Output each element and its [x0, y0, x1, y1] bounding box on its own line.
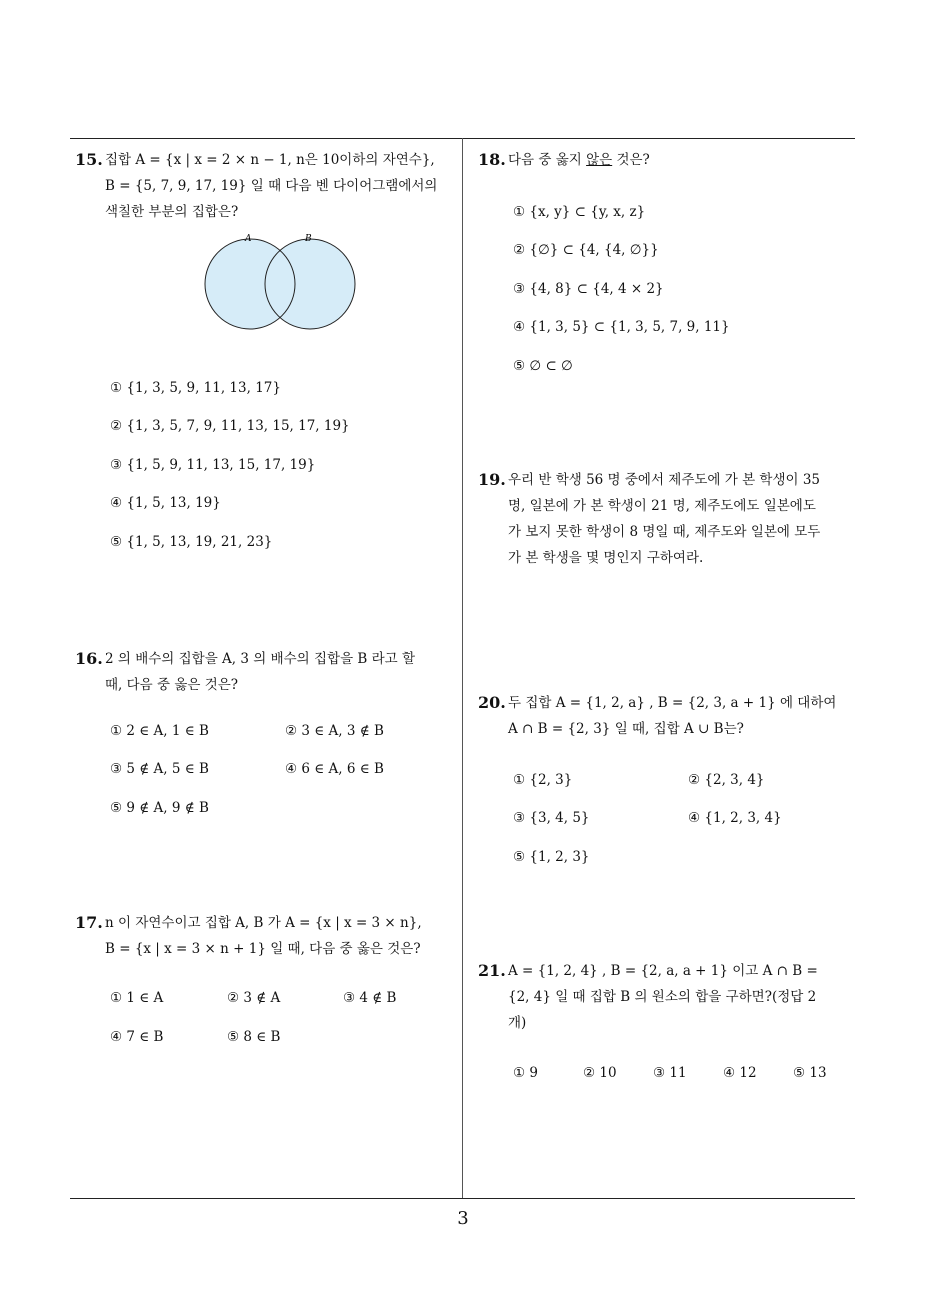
option-5[interactable]: ⑤ {1, 5, 13, 19, 21, 23}	[110, 534, 273, 550]
question-line: 명, 일본에 가 본 학생이 21 명, 제주도에도 일본에도	[508, 498, 816, 514]
question-line: 2 의 배수의 집합을 A, 3 의 배수의 집합을 B 라고 할	[105, 651, 416, 667]
option-1[interactable]: ① 9	[513, 1065, 538, 1081]
option-1[interactable]: ① 1 ∈ A	[110, 990, 164, 1006]
question-text	[105, 910, 460, 962]
option-2[interactable]: ② 3 ∉ A	[227, 990, 281, 1006]
question-line: 두 집합 A = {1, 2, a} , B = {2, 3, a + 1} 에 대하여	[508, 695, 837, 711]
question-text	[508, 147, 863, 173]
option-4[interactable]: ④ 12	[723, 1065, 757, 1081]
question-text-part: 다음 중 옳지	[508, 152, 587, 168]
question-line: 색칠한 부분의 집합은?	[105, 204, 239, 220]
option-1[interactable]: ① {x, y} ⊂ {y, x, z}	[513, 204, 646, 220]
question-number: 18.	[478, 150, 506, 169]
question-line: B = {x | x = 3 × n + 1} 일 때, 다음 중 옳은 것은?	[105, 941, 421, 957]
question-line: {2, 4} 일 때 집합 B 의 원소의 합을 구하면?(정답 2	[508, 989, 817, 1005]
option-2[interactable]: ② {1, 3, 5, 7, 9, 11, 13, 15, 17, 19}	[110, 418, 350, 434]
bottom-rule	[70, 1198, 855, 1199]
question-number: 15.	[75, 150, 103, 169]
page-number: 3	[457, 1208, 469, 1229]
option-3[interactable]: ③ {3, 4, 5}	[513, 810, 590, 826]
option-5[interactable]: ⑤ 13	[793, 1065, 827, 1081]
question-number: 17.	[75, 913, 103, 932]
option-5[interactable]: ⑤ ∅ ⊂ ∅	[513, 358, 573, 374]
question-text	[508, 690, 863, 742]
column-divider	[462, 138, 463, 1198]
option-4[interactable]: ④ {1, 2, 3, 4}	[688, 810, 782, 826]
question-line: 가 보지 못한 학생이 8 명일 때, 제주도와 일본에 모두	[508, 524, 821, 540]
question-number: 20.	[478, 693, 506, 712]
option-4[interactable]: ④ 6 ∈ A, 6 ∈ B	[285, 761, 384, 777]
question-line	[508, 147, 863, 173]
question-line: 때, 다음 중 옳은 것은?	[105, 677, 239, 693]
underlined-word: 않은	[586, 152, 613, 168]
option-3[interactable]: ③ 5 ∉ A, 5 ∈ B	[110, 761, 209, 777]
option-1[interactable]: ① {1, 3, 5, 9, 11, 13, 17}	[110, 380, 281, 396]
venn-label-b: B	[305, 234, 312, 244]
option-5[interactable]: ⑤ 9 ∉ A, 9 ∉ B	[110, 800, 209, 816]
question-number: 21.	[478, 961, 506, 980]
option-5[interactable]: ⑤ {1, 2, 3}	[513, 849, 590, 865]
option-3[interactable]: ③ {4, 8} ⊂ {4, 4 × 2}	[513, 281, 664, 297]
venn-shaded-region	[205, 239, 355, 329]
question-number: 16.	[75, 649, 103, 668]
question-text	[105, 646, 460, 698]
question-number: 19.	[478, 470, 506, 489]
option-5[interactable]: ⑤ 8 ∈ B	[227, 1029, 281, 1045]
option-2[interactable]: ② 3 ∈ A, 3 ∉ B	[285, 723, 384, 739]
option-2[interactable]: ② 10	[583, 1065, 617, 1081]
question-line: 집합 A = {x | x = 2 × n − 1, n은 10이하의 자연수},	[105, 152, 435, 168]
question-text	[508, 958, 863, 1036]
option-3[interactable]: ③ {1, 5, 9, 11, 13, 15, 17, 19}	[110, 457, 316, 473]
question-line: 가 본 학생을 몇 명인지 구하여라.	[508, 550, 704, 566]
question-text-part: 것은?	[612, 152, 650, 168]
option-4[interactable]: ④ {1, 5, 13, 19}	[110, 495, 221, 511]
question-line: B = {5, 7, 9, 17, 19} 일 때 다음 벤 다이어그램에서의	[105, 178, 438, 194]
option-2[interactable]: ② {2, 3, 4}	[688, 772, 765, 788]
question-line: n 이 자연수이고 집합 A, B 가 A = {x | x = 3 × n},	[105, 915, 422, 931]
question-text	[105, 147, 460, 225]
option-1[interactable]: ① 2 ∈ A, 1 ∈ B	[110, 723, 209, 739]
venn-diagram	[200, 232, 360, 334]
option-4[interactable]: ④ 7 ∈ B	[110, 1029, 164, 1045]
option-2[interactable]: ② {∅} ⊂ {4, {4, ∅}}	[513, 242, 659, 258]
option-1[interactable]: ① {2, 3}	[513, 772, 573, 788]
question-line: 우리 반 학생 56 명 중에서 제주도에 가 본 학생이 35	[508, 472, 821, 488]
question-line: 개)	[508, 1015, 527, 1031]
option-4[interactable]: ④ {1, 3, 5} ⊂ {1, 3, 5, 7, 9, 11}	[513, 319, 730, 335]
option-3[interactable]: ③ 11	[653, 1065, 687, 1081]
option-3[interactable]: ③ 4 ∉ B	[343, 990, 397, 1006]
venn-label-a: A	[245, 234, 252, 244]
question-line: A = {1, 2, 4} , B = {2, a, a + 1} 이고 A ∩ B =	[508, 963, 818, 979]
question-text	[508, 467, 863, 571]
question-line: A ∩ B = {2, 3} 일 때, 집합 A ∪ B는?	[508, 721, 744, 737]
